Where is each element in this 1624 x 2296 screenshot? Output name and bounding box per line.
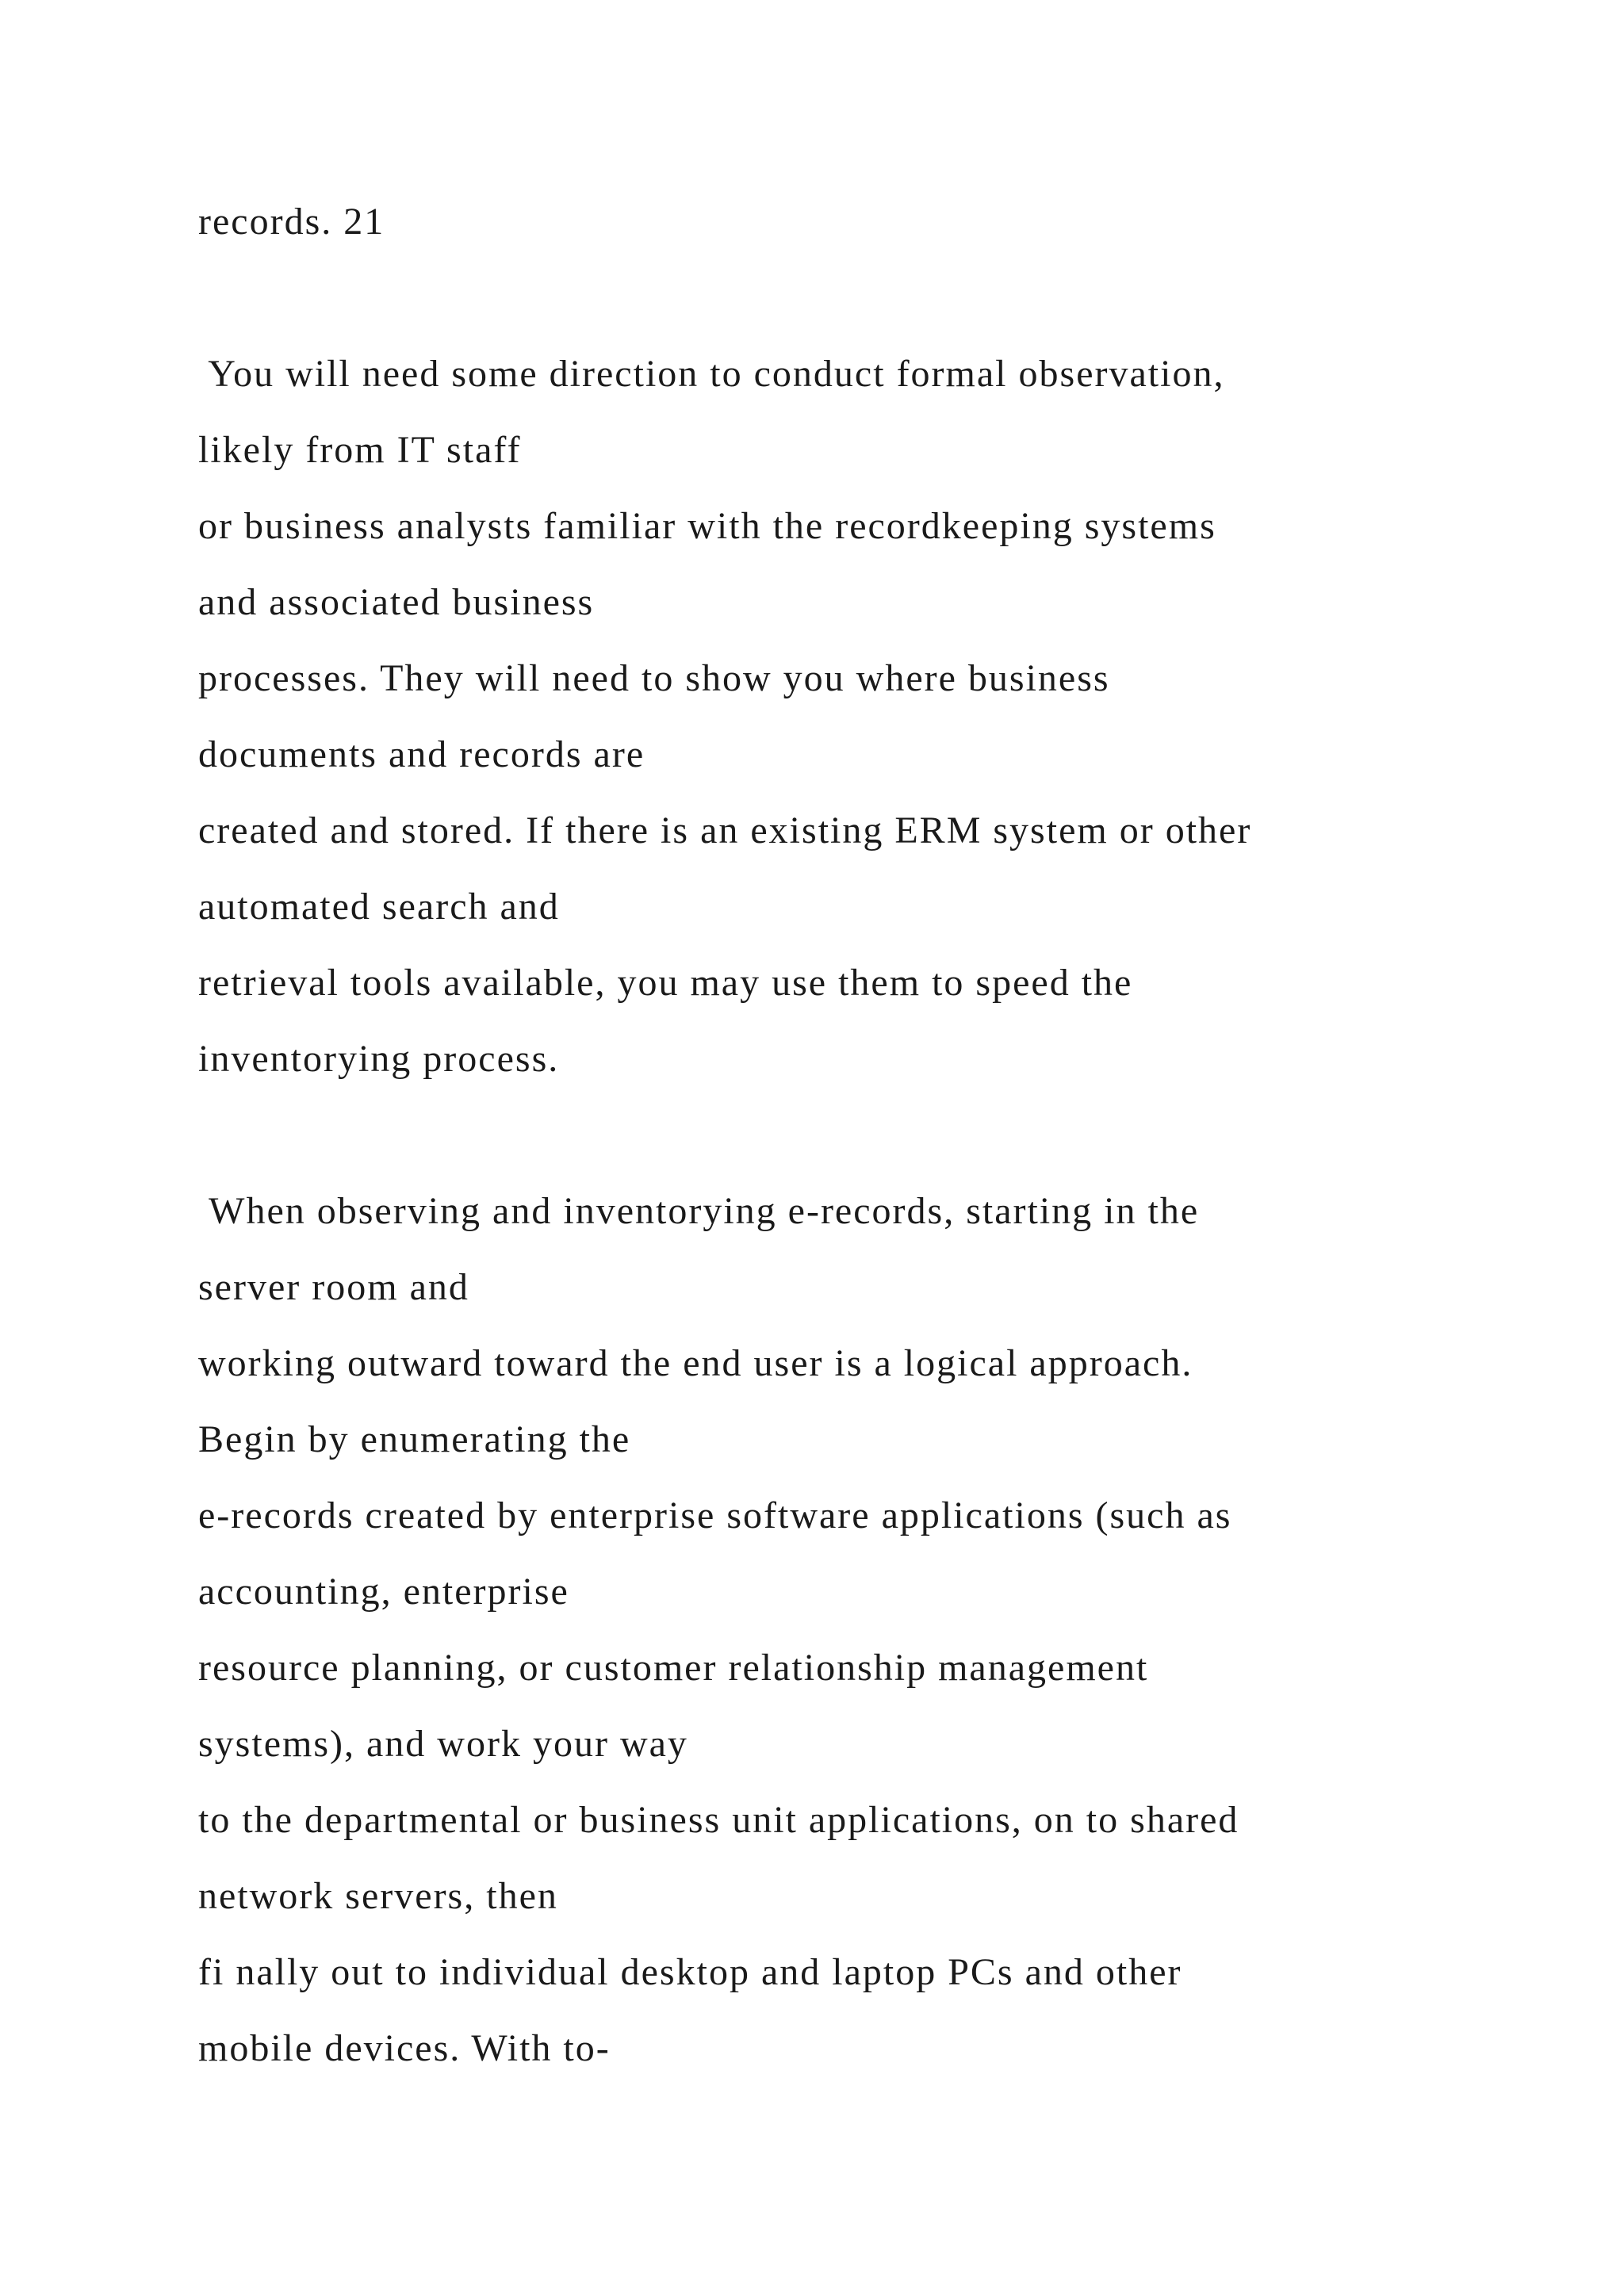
text-line: documents and records are	[198, 733, 645, 775]
text-line: and associated business	[198, 581, 595, 623]
text-line: automated search and	[198, 886, 560, 928]
text-line: created and stored. If there is an existing ERM system or other	[198, 809, 1252, 851]
body-text	[198, 184, 1546, 2087]
text-line: fi nally out to individual desktop and laptop PCs and other	[198, 1951, 1182, 1993]
text-line: server room and	[198, 1266, 469, 1308]
text-line: e-records created by enterprise software applications (such as	[198, 1494, 1232, 1536]
text-line: systems), and work your way	[198, 1723, 688, 1765]
text-line: Begin by enumerating the	[198, 1418, 631, 1460]
text-line: When observing and inventorying e-records, starting in the	[198, 1190, 1200, 1232]
paragraph-break	[198, 260, 1546, 336]
text-line: network servers, then	[198, 1875, 558, 1917]
text-line: resource planning, or customer relationship management	[198, 1647, 1149, 1689]
text-line: likely from IT staff	[198, 429, 522, 471]
paragraph-break	[198, 1097, 1546, 1173]
text-line: processes. They will need to show you where business	[198, 657, 1110, 699]
text-line: or business analysts familiar with the recordkeeping systems	[198, 505, 1216, 547]
text-line: records. 21	[198, 201, 385, 243]
text-line: mobile devices. With to-	[198, 2027, 611, 2069]
text-line: working outward toward the end user is a logical approach.	[198, 1342, 1193, 1384]
text-line: inventorying process.	[198, 1038, 560, 1080]
text-line: accounting, enterprise	[198, 1571, 569, 1613]
text-line: to the departmental or business unit applications, on to shared	[198, 1799, 1239, 1841]
text-line: You will need some direction to conduct formal observation,	[198, 353, 1225, 395]
text-line: retrieval tools available, you may use them to speed the	[198, 962, 1133, 1004]
